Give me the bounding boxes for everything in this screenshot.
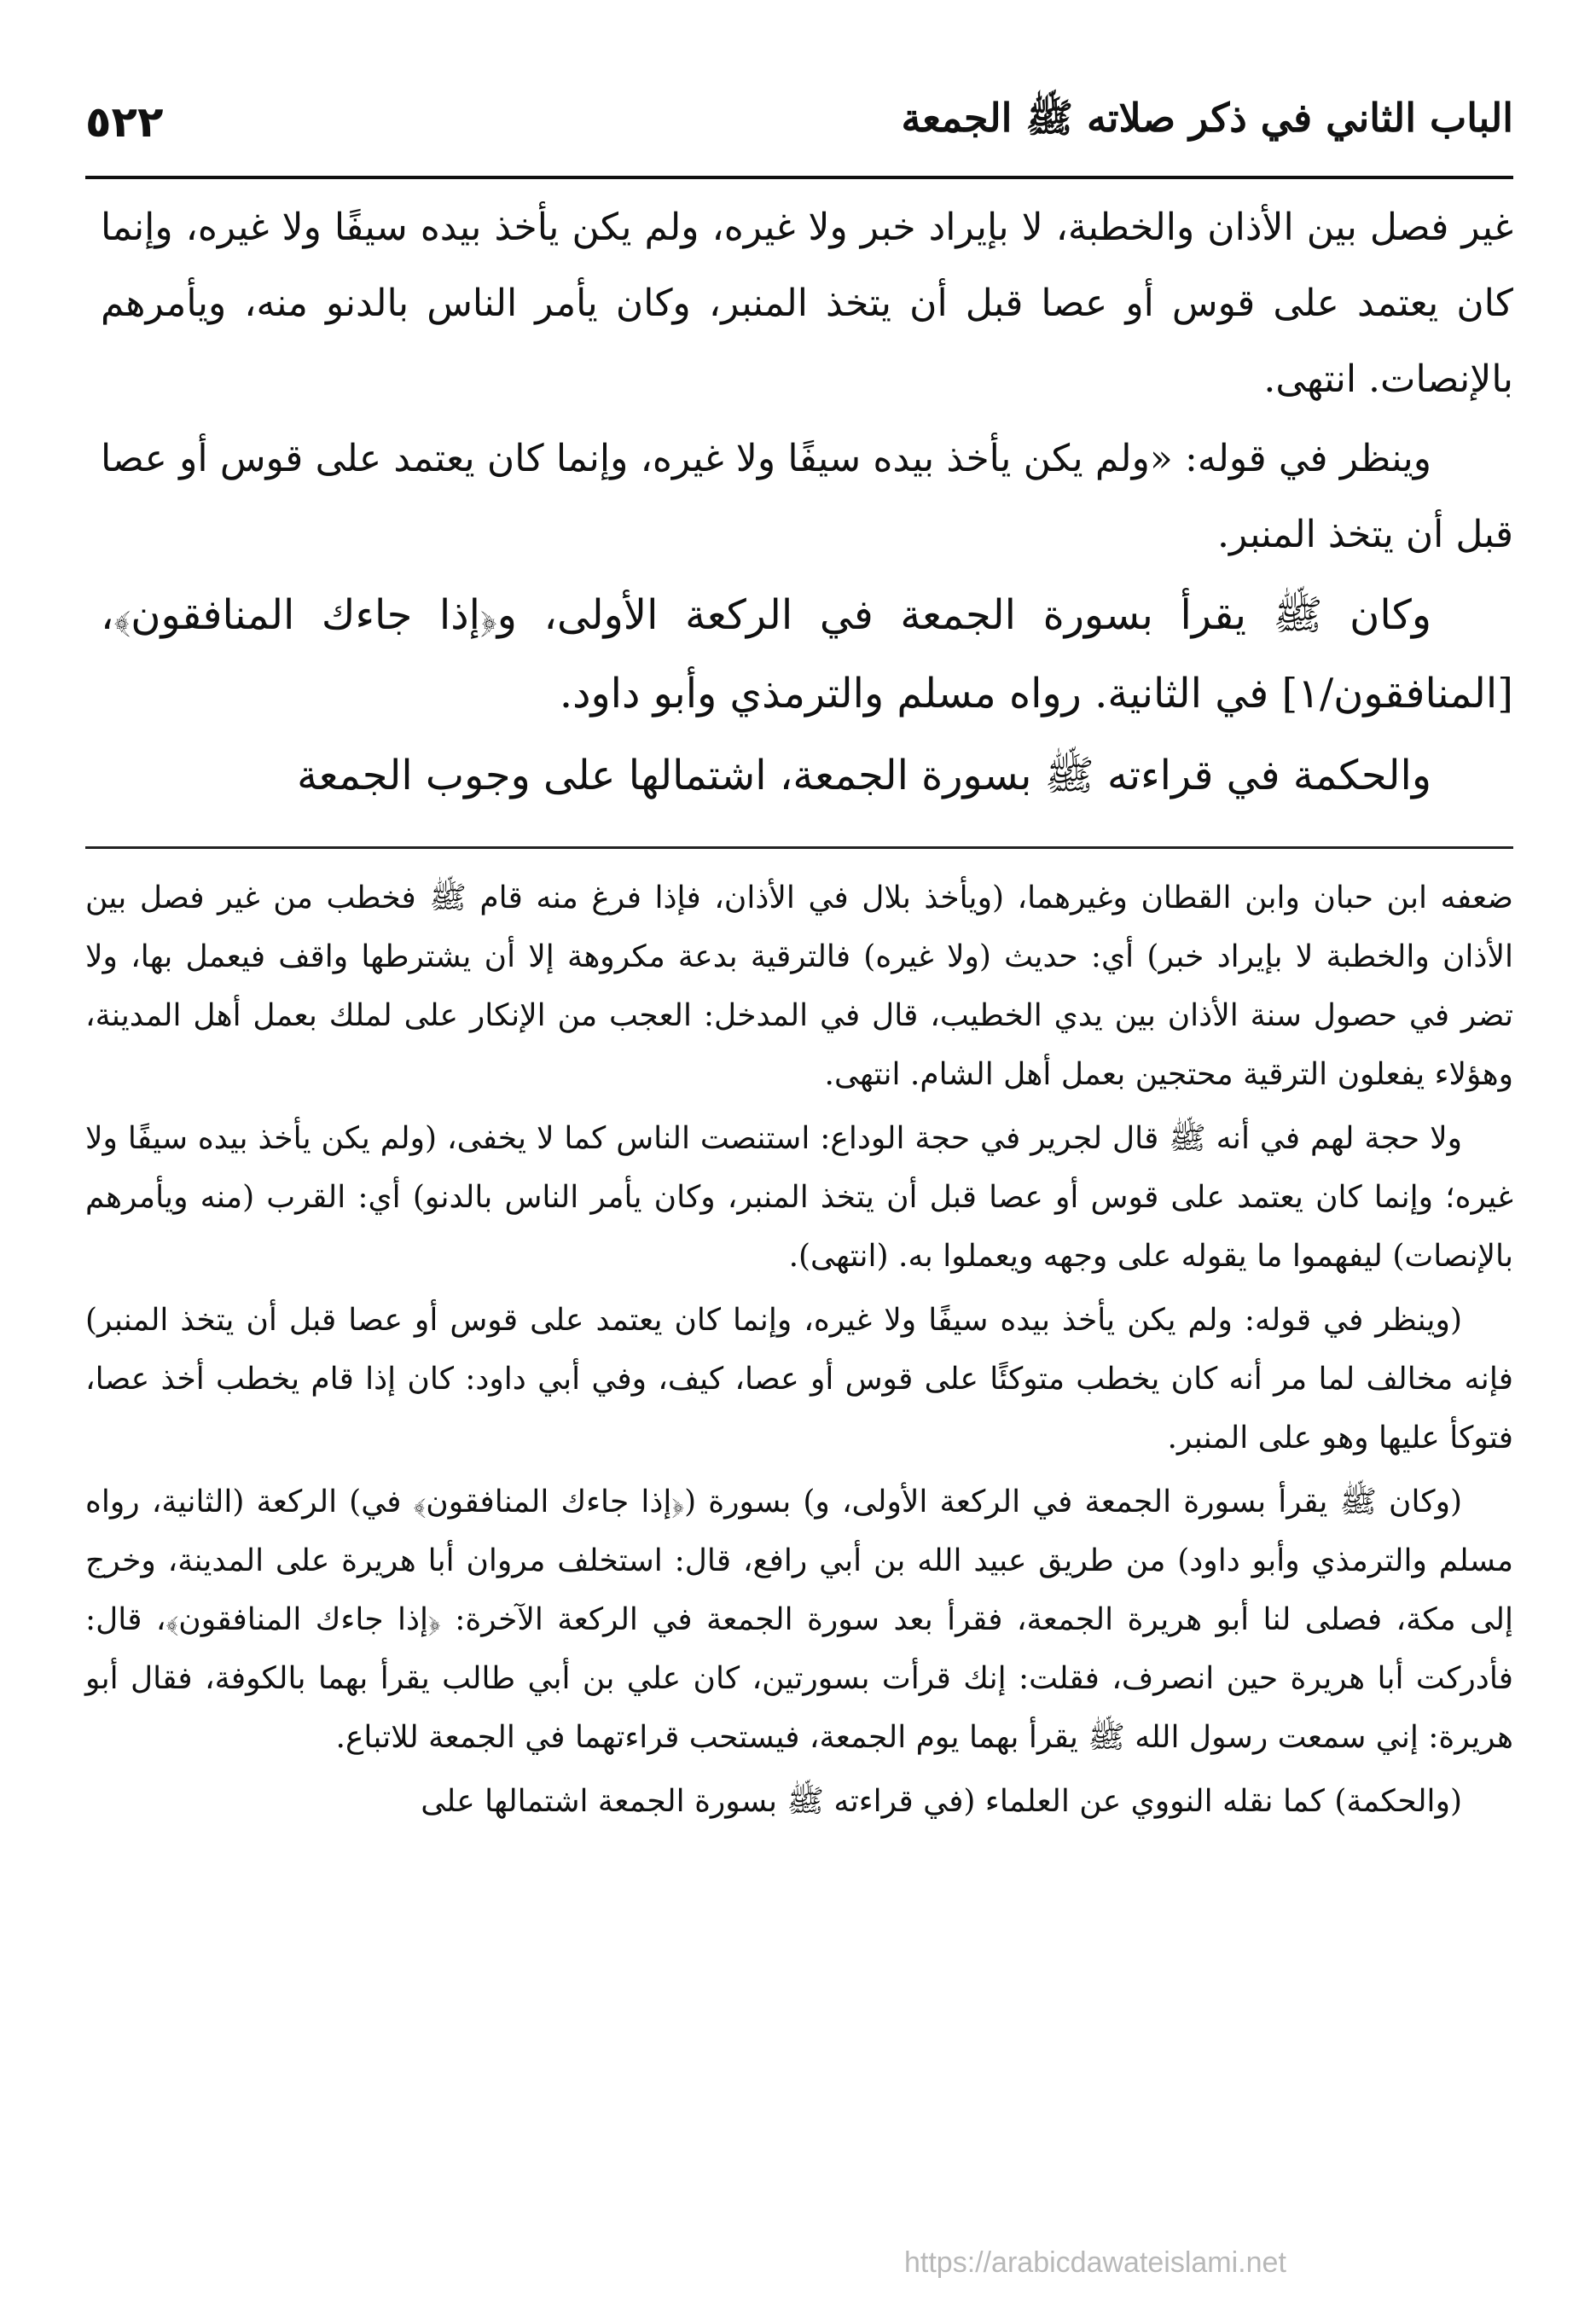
page-number: ٥٢٢ [85,97,164,147]
main-paragraph: والحكمة في قراءته ﷺ بسورة الجمعة، اشتمالها على وجوب الجمعة [297,752,1431,799]
page-header [85,75,1513,169]
commentary-text [85,869,1513,1836]
main-paragraph: غير فصل بين الأذان والخطبة، لا بإيراد خبر ولا غيره، ولم يكن يأخذ بيده سيفًا ولا غيره، وإنما كان يعتمد على قوس أو عصا قبل أن يتخذ المنبر، وكان يأمر الناس بالدنو منه، ويأمرهم بالإنصات. انتهى. [101,206,1513,401]
commentary-paragraph: (والحكمة) كما نقله النووي عن العلماء (في قراءته ﷺ بسورة الجمعة اشتمالها على [421,1784,1462,1819]
commentary-paragraph: (وكان ﷺ يقرأ بسورة الجمعة في الركعة الأولى، و) بسورة (﴿إذا جاءك المنافقون﴾ في) الركعة (الثانية، رواه مسلم والترمذي وأبو داود) من طريق عبيد الله بن أبي رافع، قال: استخلف مروان أبا هريرة على المدينة، وخرج إلى مكة، فصلى لنا أبو هريرة الجمعة، فقرأ بعد سورة الجمعة في الركعة الآخرة: ﴿إذا جاءك المنافقون﴾، قال: فأدركت أبا هريرة حين انصرف، فقلت: إنك قرأت بسورتين، كان علي بن أبي طالب يقرأ بهما بالكوفة، فقال أبو هريرة: إني سمعت رسول الله ﷺ يقرأ بهما يوم الجمعة، فيستحب قراءتهما في الجمعة للاتباع. [85,1484,1513,1755]
main-paragraph: وكان ﷺ يقرأ بسورة الجمعة في الركعة الأولى، و﴿إذا جاءك المنافقون﴾، [المنافقون/١] في الثانية. رواه مسلم والترمذي وأبو داود. [101,591,1513,718]
running-title: الباب الثاني في ذكر صلاته ﷺ الجمعة [901,94,1513,141]
main-text [101,189,1513,818]
main-paragraph: وينظر في قوله: «ولم يكن يأخذ بيده سيفًا ولا غيره، وإنما كان يعتمد على قوس أو عصا قبل أن يتخذ المنبر. [101,437,1513,556]
commentary-paragraph: ضعفه ابن حبان وابن القطان وغيرهما، (ويأخذ بلال في الأذان، فإذا فرغ منه قام ﷺ فخطب من غير فصل بين الأذان والخطبة لا بإيراد خبر) أي: حديث (ولا غيره) فالترقية بدعة مكروهة إلا أن يشترطها واقف فيعمل بها، ولا تضر في حصول سنة الأذان بين يدي الخطيب، قال في المدخل: العجب من الإنكار على لملك بعمل أهل المدينة، وهؤلاء يفعلون الترقية محتجين بعمل أهل الشام. انتهى. [85,880,1513,1092]
commentary-paragraph: ولا حجة لهم في أنه ﷺ قال لجرير في حجة الوداع: استنصت الناس كما لا يخفى، (ولم يكن يأخذ بيده سيفًا ولا غيره؛ وإنما كان يعتمد على قوس أو عصا قبل أن يتخذ المنبر، وكان يأمر الناس بالدنو) أي: القرب (منه ويأمرهم بالإنصات) ليفهموا ما يقوله على وجهه ويعملوا به. (انتهى). [85,1121,1513,1274]
watermark-url: https://arabicdawateislami.net [904,2246,1286,2279]
header-rule [85,176,1513,179]
text-separator [85,846,1513,849]
commentary-paragraph: (وينظر في قوله: ولم يكن يأخذ بيده سيفًا ولا غيره، وإنما كان يعتمد على قوس أو عصا قبل أن يتخذ المنبر) فإنه مخالف لما مر أنه كان يخطب متوكئًا على قوس أو عصا، كيف، وفي أبي داود: كان إذا قام يخطب أخذ عصا، فتوكأ عليها وهو على المنبر. [85,1303,1513,1455]
